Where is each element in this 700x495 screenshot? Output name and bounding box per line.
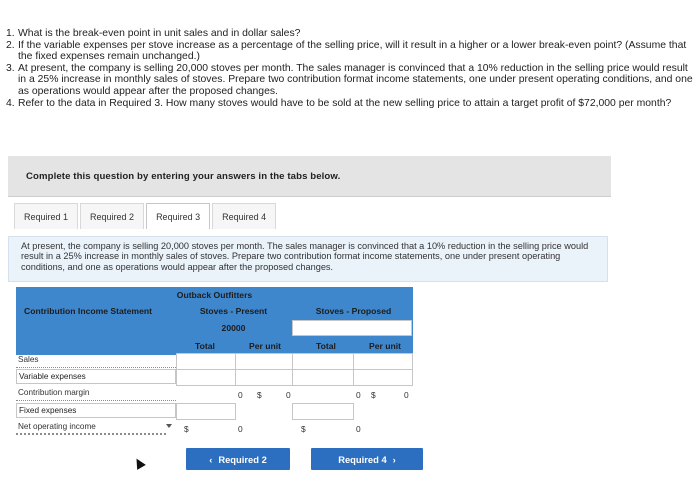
sales-proposed-unit-input[interactable] <box>353 353 413 370</box>
proposed-per-unit-header: Per unit <box>369 341 401 351</box>
company-name: Outback Outfitters <box>176 290 253 300</box>
cm-proposed-unit: 0 <box>404 390 409 400</box>
proposed-total-header: Total <box>316 341 336 351</box>
question-list <box>6 28 696 109</box>
noi-present-dollar: $ <box>184 424 189 434</box>
present-per-unit-header: Per unit <box>249 341 281 351</box>
chevron-right-icon: › <box>392 453 396 465</box>
noi-proposed-dollar: $ <box>301 424 306 434</box>
noi-present-total: 0 <box>238 424 243 434</box>
prev-required-button[interactable] <box>186 448 290 470</box>
sales-present-total-input[interactable] <box>176 353 236 370</box>
required-tabs <box>14 203 278 229</box>
proposed-label: Stoves - Proposed <box>315 306 392 316</box>
row-label-variable-expenses[interactable]: Variable expenses <box>16 369 176 384</box>
question-1: 1. What is the break-even point in unit sales and in dollar sales? <box>6 28 301 39</box>
ve-present-unit-input[interactable] <box>235 369 293 386</box>
present-units: 20000 <box>221 323 246 333</box>
ve-present-total-input[interactable] <box>176 369 236 386</box>
row-label-fixed-expenses[interactable]: Fixed expenses <box>16 403 176 418</box>
cm-present-dollar: $ <box>257 390 262 400</box>
present-total-header: Total <box>195 341 215 351</box>
sales-proposed-total-input[interactable] <box>292 353 354 370</box>
mouse-cursor-icon <box>132 456 146 470</box>
instruction-panel <box>8 236 608 282</box>
present-label: Stoves - Present <box>199 306 268 316</box>
question-4: 4. Refer to the data in Required 3. How many stoves would have to be sold at the new selling price to attain a target profit of $72,000 per month? <box>6 97 672 109</box>
fe-present-total-input[interactable] <box>176 403 236 420</box>
cm-present-unit: 0 <box>286 390 291 400</box>
instruction-text: At present, the company is selling 20,000 stoves per month. The sales manager is convinced that a 10% reduction in the selling price would result in a 25% increase in monthly sales of stoves. Prepare two contribution format income statements, one under present operating conditions, and one as operations would appear after the proposed changes. <box>21 241 589 272</box>
instructions-banner <box>8 156 611 197</box>
row-label-sales: Sales <box>16 353 176 368</box>
ve-proposed-total-input[interactable] <box>292 369 354 386</box>
tab-required-1[interactable]: Required 1 <box>14 203 78 229</box>
row-label-net-operating-income: Net operating income <box>16 420 166 435</box>
instructions-text: Complete this question by entering your answers in the tabs below. <box>26 170 341 182</box>
tab-required-4[interactable]: Required 4 <box>212 203 276 229</box>
tab-required-3[interactable]: Required 3 <box>146 203 210 229</box>
prev-required-label: Required 2 <box>218 453 267 465</box>
question-2: 2. If the variable expenses per stove increase as a percentage of the selling price, will it result in a higher or a lower break-even point? (Assume that the fixed expenses remain unchanged.) <box>6 39 687 63</box>
next-required-button[interactable] <box>311 448 423 470</box>
noi-proposed-total: 0 <box>356 424 361 434</box>
chevron-left-icon: ‹ <box>209 453 213 465</box>
statement-label: Contribution Income Statement <box>24 306 152 316</box>
sales-present-unit-input[interactable] <box>235 353 293 370</box>
cm-proposed-total: 0 <box>356 390 361 400</box>
cm-proposed-dollar: $ <box>371 390 376 400</box>
income-statement-table <box>16 287 413 441</box>
tab-required-2[interactable]: Required 2 <box>80 203 144 229</box>
question-3: 3. At present, the company is selling 20,000 stoves per month. The sales manager is convinced that a 10% reduction in the selling price would result in a 25% increase in monthly sales of stoves. Prepare two contribution format income statements, one under present operating conditions, and one as operations would appear after the proposed changes. <box>6 62 693 97</box>
cm-present-total: 0 <box>238 390 243 400</box>
row-label-contribution-margin: Contribution margin <box>16 386 176 401</box>
ve-proposed-unit-input[interactable] <box>353 369 413 386</box>
next-required-label: Required 4 <box>338 453 387 465</box>
proposed-units-input[interactable] <box>292 320 412 336</box>
dropdown-caret-icon[interactable] <box>166 424 172 428</box>
fe-proposed-total-input[interactable] <box>292 403 354 420</box>
